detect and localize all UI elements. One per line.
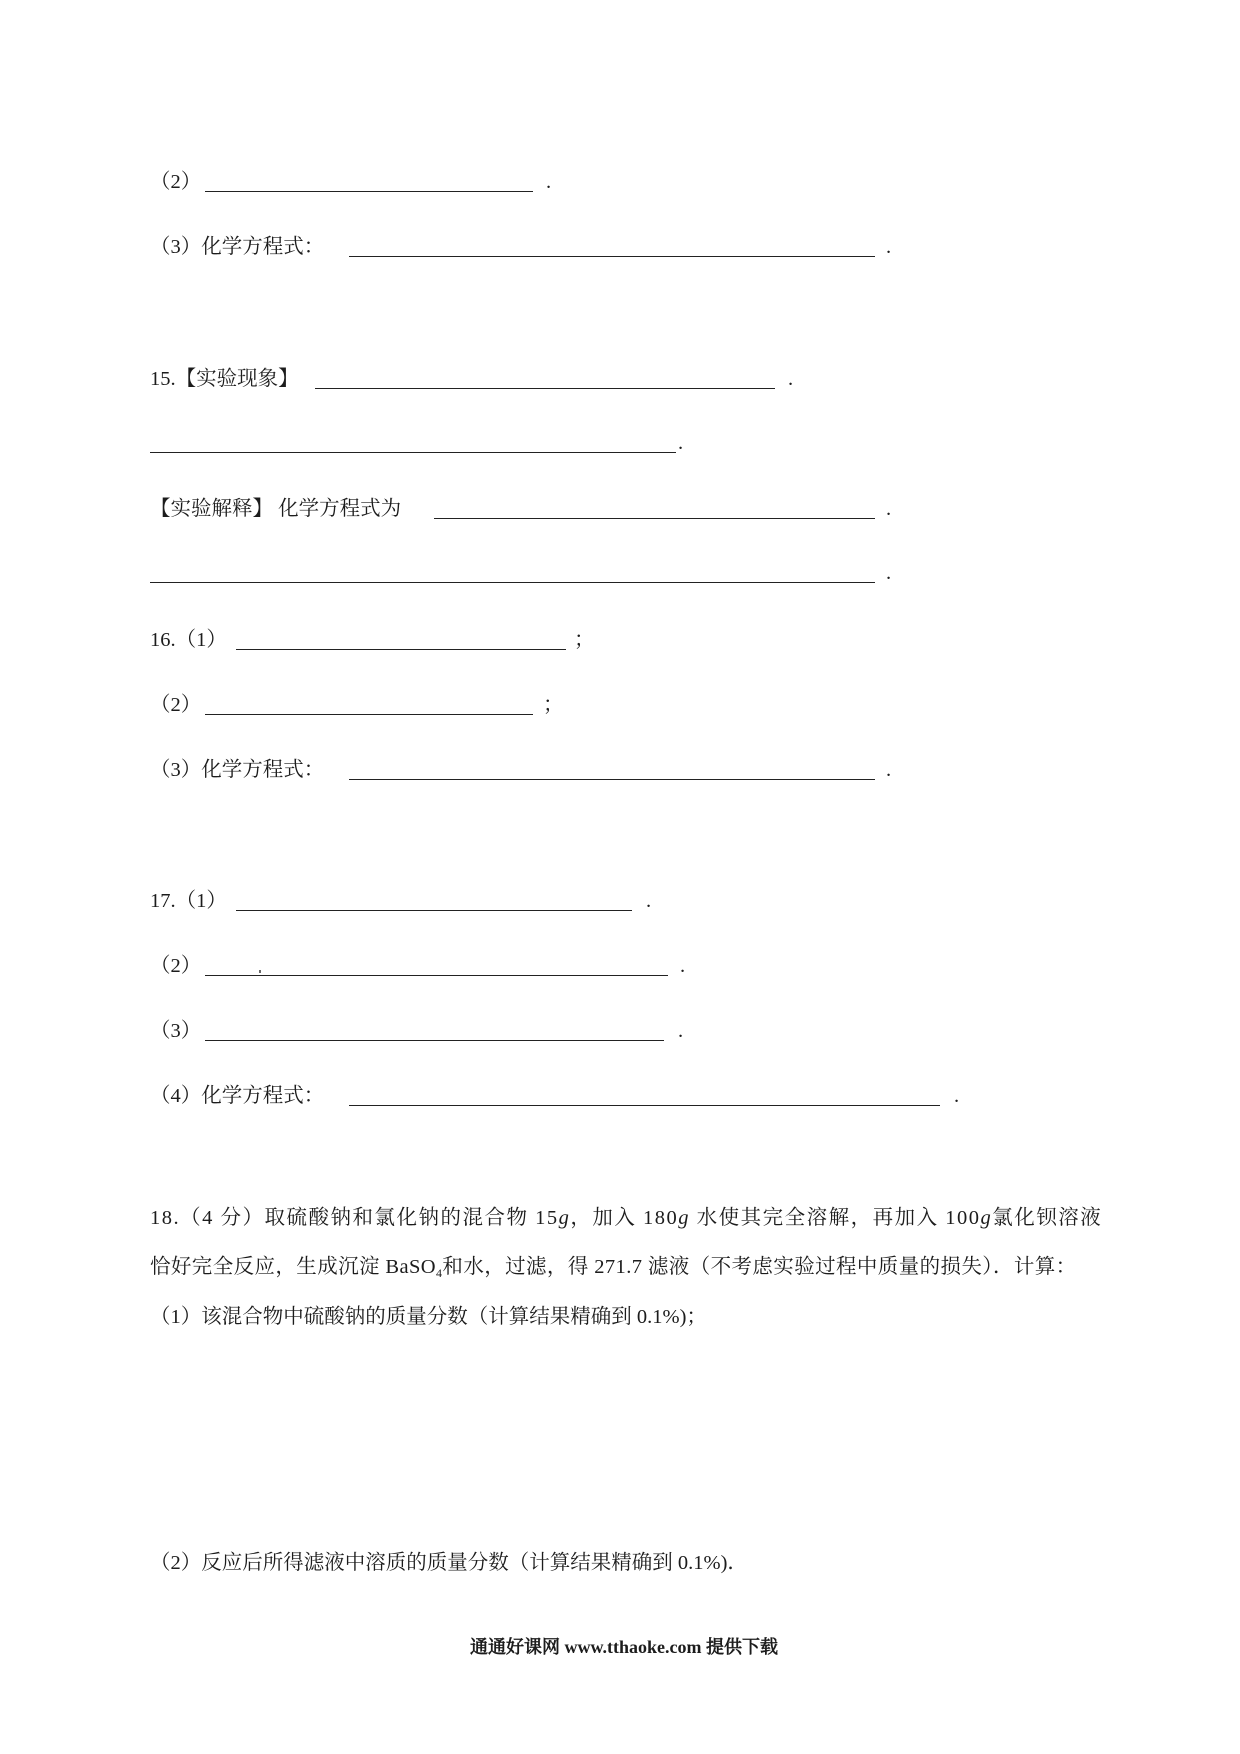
- q15-phenomenon-row: [0, 366, 1240, 392]
- q15-phenomenon-continuation-row: [0, 430, 1240, 456]
- row-end-punct: .: [680, 955, 686, 977]
- page-footer: 通通好课网 www.tthaoke.com 提供下载: [470, 1637, 778, 1657]
- q15-explanation-continuation-row: [0, 560, 1240, 586]
- row-end-punct: .: [646, 890, 652, 912]
- row-end-punct: .: [886, 236, 892, 258]
- row-label: （2）: [150, 171, 202, 193]
- formula-subscript: 4: [436, 1266, 443, 1280]
- row-label: 16.（1）: [150, 629, 227, 651]
- q17-part3-row: [0, 1018, 1240, 1044]
- answer-blank: [236, 649, 566, 650]
- answer-blank: [150, 452, 676, 453]
- stem-text: 和水，过滤，得 271.7 滤液（不考虑实验过程中质量的损失）．计算：: [442, 1256, 1077, 1278]
- q16-part1-row: [0, 627, 1240, 653]
- stem-text: 水使其完全溶解，再加入 100: [690, 1207, 981, 1229]
- unit-g: g: [558, 1207, 571, 1229]
- blank-stray-mark: [259, 970, 261, 973]
- row-label: 【实验解释】 化学方程式为: [150, 498, 402, 520]
- answer-blank: [205, 975, 668, 976]
- answer-row-part2: [0, 169, 1240, 195]
- answer-blank: [349, 1105, 940, 1106]
- row-label: （3）化学方程式：: [150, 759, 325, 781]
- answer-blank: [315, 388, 775, 389]
- unit-g: g: [980, 1207, 993, 1229]
- row-label: 15.【实验现象】: [150, 368, 299, 390]
- row-label: （2）: [150, 955, 202, 977]
- row-end-punct: .: [886, 759, 892, 781]
- answer-row-part3-equation: [0, 234, 1240, 260]
- row-end-punct: .: [954, 1085, 960, 1107]
- row-end-punct: .: [886, 498, 892, 520]
- q17-part2-row: [0, 953, 1240, 979]
- answer-blank: [434, 518, 875, 519]
- q15-explanation-row: [0, 496, 1240, 522]
- row-end-punct: .: [886, 562, 892, 584]
- answer-blank: [150, 582, 875, 583]
- stem-text: ，加入 180: [570, 1207, 679, 1229]
- row-end-punct: ；: [543, 694, 564, 716]
- q18-part2-question: （2）反应后所得滤液中溶质的质量分数（计算结果精确到 0.1%)．: [150, 1552, 748, 1574]
- row-label: （4）化学方程式：: [150, 1085, 325, 1107]
- row-label: （3）: [150, 1020, 202, 1042]
- row-end-punct: .: [788, 368, 794, 390]
- q17-part4-equation-row: [0, 1083, 1240, 1109]
- stem-text: 恰好完全反应，生成沉淀 BaSO: [150, 1256, 437, 1278]
- stem-text: 氯化钡溶液: [992, 1207, 1103, 1229]
- q18-stem-line1: [150, 1205, 1102, 1231]
- q16-part2-row: [0, 692, 1240, 718]
- answer-blank: [205, 714, 533, 715]
- answer-blank: [205, 1040, 664, 1041]
- row-label: 17.（1）: [150, 890, 227, 912]
- stem-text: 18.（4 分）取硫酸钠和氯化钠的混合物 15: [150, 1207, 559, 1229]
- q17-part1-row: [0, 888, 1240, 914]
- row-end-punct: ；: [574, 629, 595, 651]
- row-end-punct: .: [546, 171, 552, 193]
- row-end-punct: .: [678, 1020, 684, 1042]
- row-end-punct: .: [678, 432, 684, 454]
- answer-blank: [205, 191, 533, 192]
- q16-part3-equation-row: [0, 757, 1240, 783]
- unit-g: g: [678, 1207, 690, 1229]
- answer-blank: [236, 910, 632, 911]
- q18-part1-question: （1）该混合物中硫酸钠的质量分数（计算结果精确到 0.1%)；: [150, 1306, 707, 1328]
- row-label: （2）: [150, 694, 202, 716]
- answer-blank: [349, 779, 875, 780]
- row-label: （3）化学方程式：: [150, 236, 325, 258]
- answer-blank: [349, 256, 875, 257]
- q18-stem-line2: [150, 1254, 1077, 1280]
